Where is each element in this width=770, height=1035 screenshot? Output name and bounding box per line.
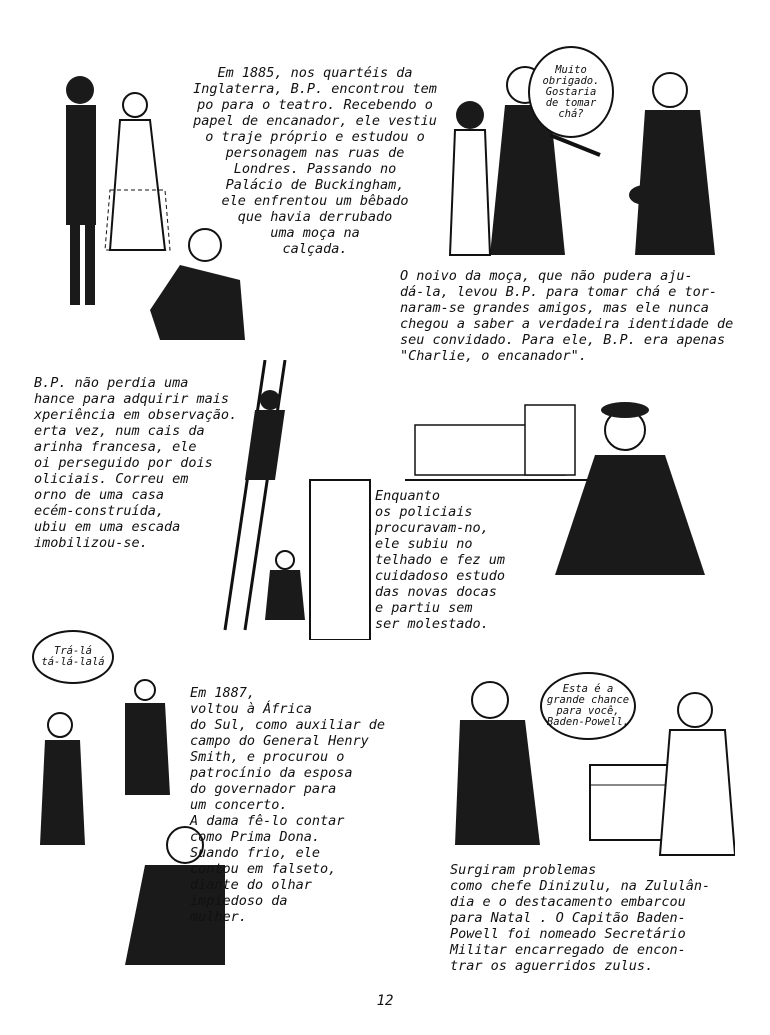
panel-6-speech-bubble: Esta é a grande chance para você, Baden-Powell. <box>540 672 636 740</box>
panel-3-illustration <box>215 360 375 640</box>
panel-2 <box>400 40 770 380</box>
panel-1 <box>0 40 440 340</box>
page-number: 12 <box>376 993 394 1009</box>
panel-3-caption: B.P. não perdia uma hance para adquirir mais xperiência em observação. erta vez, num cais da arinha francesa, ele oi perseguido por dois oliciais. Correu em orno de uma casa ecém-construída, ubiu em uma escada imobilizou-se. <box>34 375 238 551</box>
panel-5 <box>0 630 420 970</box>
panel-2-caption: O noivo da moça, que não pudera aju- dá-la, levou B.P. para tomar chá e tor- naram-se grandes amigos, mas ele nunca chegou a saber a verdadeira identidade de seu convidado. Para ele, B.P. era apenas "Charlie, o encanador". <box>400 268 734 364</box>
panel-5-speech-bubble: Trá-lá tá-lá-lalá <box>32 630 114 684</box>
panel-4-caption: Enquanto os policiais procuravam-no, ele subiu no telhado e fez um cuidadoso estudo das novas docas e partiu sem ser molestado. <box>375 488 506 632</box>
panel-1-caption: Em 1885, nos quartéis da Inglaterra, B.P. encontrou tem po para o teatro. Recebendo o papel de encanador, ele vestiu o traje próprio e estudou o personagem nas ruas de Londres. Passando no Palácio de Buckingham, ele enfrentou um bêbado que havia derrubado uma moça na calçada. <box>193 65 437 257</box>
panel-3 <box>0 355 400 650</box>
panel-5-caption: Em 1887, voltou à África do Sul, como auxiliar de campo do General Henry Smith, e procurou o patrocínio da esposa do governador para um concerto. A dama fê-lo contar como Prima Dona. Suando frio, ele contou em falseto, diante do olhar impiedoso da mulher. <box>190 685 386 925</box>
panel-4 <box>370 370 770 650</box>
panel-2-speech-bubble: Muito obrigado. Gostaria de tomar chá? <box>528 46 614 138</box>
panel-6 <box>420 660 770 990</box>
panel-6-caption: Surgiram problemas como chefe Dinizulu, na Zululân- dia e o destacamento embarcou para Natal . O Capitão Baden- Powell foi nomeado Secretário Militar encarregado de encon- trar os aguerridos zulus. <box>450 862 711 974</box>
